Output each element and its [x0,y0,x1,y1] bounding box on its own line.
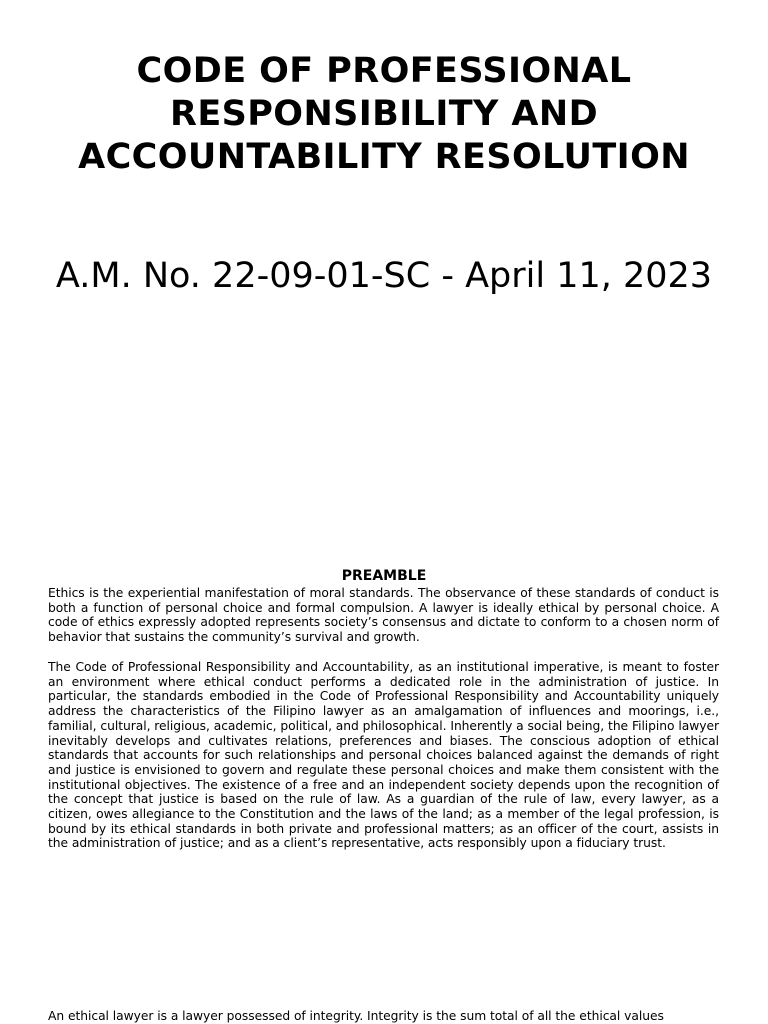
preamble-paragraph-2: The Code of Professional Responsibility and Accountability, as an institutional imperative, is meant to foster an environment where ethical conduct performs a dedicated role in the administration of justice. In particular, the standards embodied in the Code of Professional Responsibility and Accountability uniquely address the characteristics of the Filipino lawyer as an amalgamation of influences and moorings, i.e., familial, cultural, religious, academic, political, and philosophical. Inherently a social being, the Filipino lawyer inevitably develops and cultivates relations, preferences and biases. The conscious adoption of ethical standards that accounts for such relationships and personal choices balanced against the demands of right and justice is envisioned to govern and regulate these personal choices and make them consistent with the institutional objectives. The existence of a free and an independent society depends upon the recognition of the concept that justice is based on the rule of law. As a guardian of the rule of law, every lawyer, as a citizen, owes allegiance to the Constitution and the laws of the land; as a member of the legal profession, is bound by its ethical standards in both private and professional matters; as an officer of the court, assists in the administration of justice; and as a client’s representative, acts responsibly upon a fiduciary trust. [48,660,719,851]
preamble-paragraph-1: Ethics is the experiential manifestation of moral standards. The observance of these standards of conduct is both a function of personal choice and formal compulsion. A lawyer is ideally ethical by personal choice. A code of ethics expressly adopted represents society’s consensus and dictate to conform to a chosen norm of behavior that sustains the community’s survival and growth. [48,586,719,645]
document-title: CODE OF PROFESSIONAL RESPONSIBILITY AND ACCOUNTABILITY RESOLUTION [78,51,690,177]
preamble-heading: PREAMBLE [341,568,427,584]
document-subtitle: A.M. No. 22-09-01-SC - April 11, 2023 [55,256,713,296]
preamble-paragraph-3: An ethical lawyer is a lawyer possessed of integrity. Integrity is the sum total of all the ethical values [48,1009,664,1023]
